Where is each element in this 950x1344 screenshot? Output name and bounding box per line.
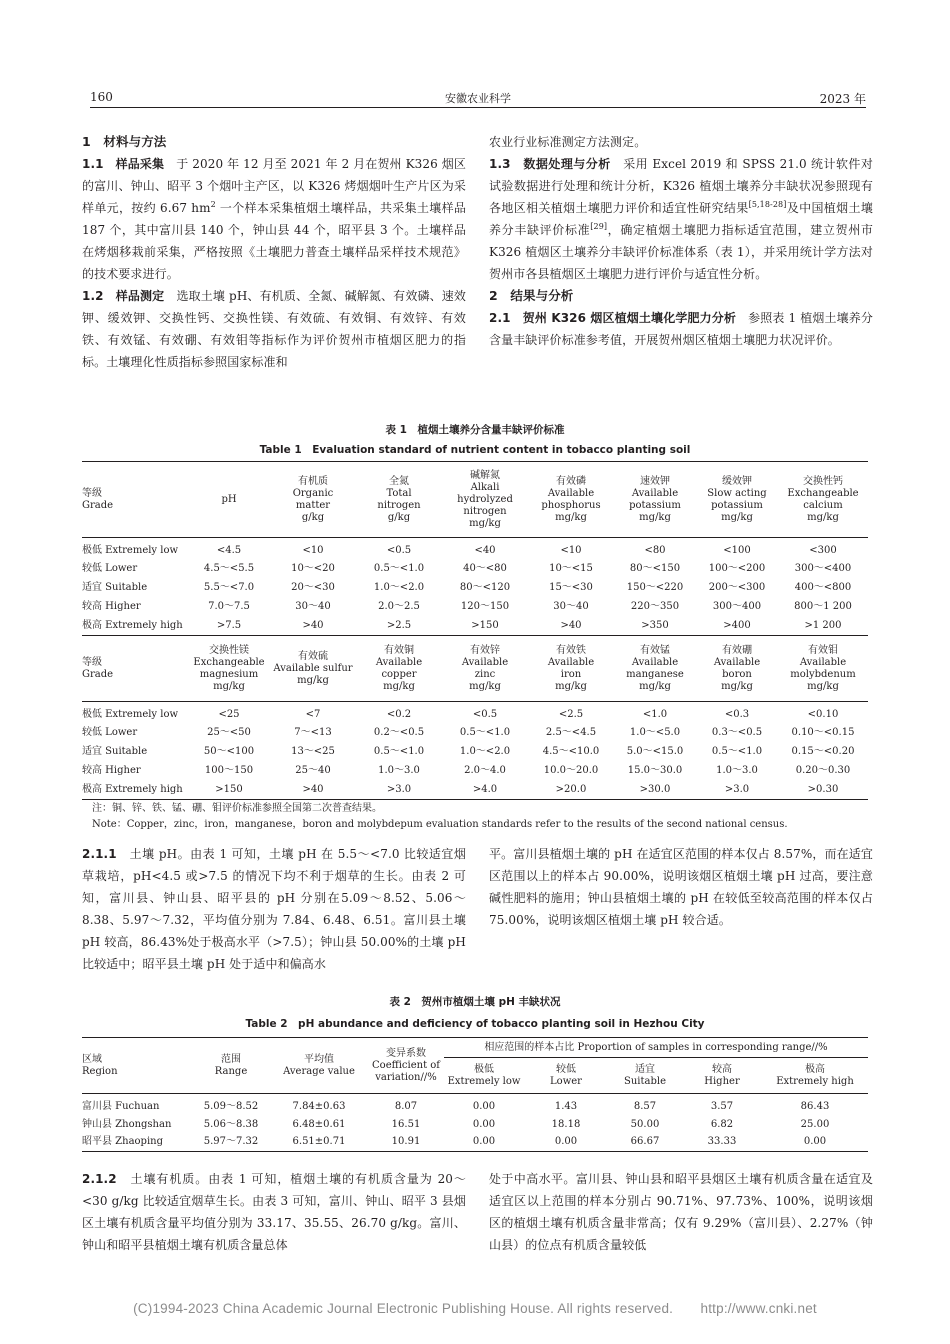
table-cell: 2.0～4.0 bbox=[464, 765, 506, 776]
table-cell: <25 bbox=[218, 708, 240, 720]
table1-header-cell bbox=[442, 462, 528, 538]
table-cell: >20.0 bbox=[528, 781, 614, 800]
table-cell: 5.06～8.38 bbox=[203, 1118, 259, 1130]
table-cell: 20～<30 bbox=[291, 582, 335, 593]
table-cell: <0.2 bbox=[386, 708, 412, 720]
table2-header-line: Range bbox=[214, 1065, 248, 1077]
section-heading-2: 2 结果与分析 bbox=[489, 288, 574, 303]
level-header-cell bbox=[682, 1058, 762, 1094]
table-cell: 0.20～0.30 bbox=[795, 765, 851, 776]
table1-header-line: mg/kg bbox=[807, 511, 839, 523]
table1-header-line: 全氮 bbox=[389, 475, 409, 487]
table1-header-cell bbox=[528, 462, 614, 538]
level-header-line: 极低 bbox=[474, 1063, 494, 1075]
table-cell: >4.0 bbox=[442, 781, 528, 800]
table1-header-line: mg/kg bbox=[555, 511, 587, 523]
grade-label: 极高 Extremely high bbox=[82, 781, 188, 800]
table-cell: 1.0～<5.0 bbox=[629, 727, 681, 738]
table-cell: >2.5 bbox=[356, 617, 442, 636]
table1-header-line: manganese bbox=[626, 668, 684, 680]
table1-header-cell bbox=[188, 462, 270, 538]
table1 bbox=[82, 461, 868, 800]
table1-header-line: zinc bbox=[474, 668, 496, 680]
table-cell: 6.48±0.61 bbox=[292, 1118, 346, 1130]
table1-header-cell bbox=[442, 636, 528, 702]
table-cell: 18.18 bbox=[551, 1118, 581, 1130]
grade-header-line: 等级 bbox=[82, 656, 102, 668]
table-cell: 2.0～2.5 bbox=[378, 601, 420, 612]
table-cell: <0.3 bbox=[724, 708, 750, 720]
table-cell: 5.09～8.52 bbox=[203, 1100, 259, 1112]
table1-header-line: Exchangeable bbox=[193, 656, 265, 668]
level-header-line: 极高 bbox=[805, 1063, 825, 1075]
subheading-1-2: 1.2 样品测定 bbox=[82, 289, 165, 303]
grade-label: 极低 Extremely low bbox=[82, 544, 179, 556]
left-column-bottom bbox=[82, 1168, 466, 1256]
table-row bbox=[82, 1134, 868, 1152]
table1-header-line: Available bbox=[631, 656, 679, 668]
table-cell: 10.0～20.0 bbox=[543, 765, 599, 776]
table2-header-line: variation//% bbox=[375, 1071, 437, 1083]
table1-caption-cn: 表 1 植烟土壤养分含量丰缺评价标准 bbox=[385, 424, 565, 436]
table2 bbox=[82, 1037, 868, 1152]
paragraph-2-1-1-cont: 平。富川县植烟土壤的 pH 在适宜区范围的样本仅占 8.57%，而在适宜区范围以上的样本占 90.00%，说明该烟区植烟土壤 pH 过高，要注意碱性肥料的施用；钟山县植烟土壤的 pH 在较低至较高范围的样本仅占 75.00%，说明该烟区植烟土壤 pH 较合适。 bbox=[489, 847, 873, 927]
table-cell: 0.5～<1.0 bbox=[711, 746, 763, 757]
table-cell: 25～<50 bbox=[207, 727, 251, 738]
table-cell: 4.5～<5.5 bbox=[203, 563, 255, 574]
table-cell: 1.0～<2.0 bbox=[459, 746, 511, 757]
table1-header-line: hydrolyzed bbox=[457, 493, 513, 505]
table-cell: <80 bbox=[644, 544, 666, 556]
grade-label: 较高 Higher bbox=[82, 601, 141, 612]
table-cell: 1.0～3.0 bbox=[378, 765, 420, 776]
table-cell: 1.0～<2.0 bbox=[373, 582, 425, 593]
table2-header-line: 区域 bbox=[82, 1053, 102, 1065]
table-cell: <0.5 bbox=[386, 544, 412, 556]
table1-header-cell bbox=[778, 636, 868, 702]
table1-header-line: Total bbox=[386, 487, 412, 499]
table-cell: 50～<100 bbox=[203, 746, 255, 757]
table-cell: 25～40 bbox=[295, 765, 331, 776]
paragraph-2-1-1: 2.1.1 土壤 pH。由表 1 可知，土壤 pH 在 5.5～<7.0 比较适宜烟草栽培，pH<4.5 或>7.5 的情况下均不利于烟草的生长。由表 2 可知，富川县、钟山县、昭平县的 pH 分别在5.09～8.52、5.06～8.38、5.97～7.32，平均值分别为 7.84、6.48、6.51。富川县土壤 pH 较高，86.43%处于极高水平（>7.5）；钟山县 50.00%的土壤 pH 比较适中；昭平县土壤 pH 处于适中和偏高水 bbox=[82, 847, 466, 971]
grade-header-line: Grade bbox=[82, 499, 114, 511]
table-cell: 86.43 bbox=[800, 1100, 830, 1112]
left-column-top bbox=[82, 131, 466, 373]
table1-header-line: mg/kg bbox=[721, 680, 753, 692]
level-header-cell bbox=[524, 1058, 608, 1094]
subheading-2-1-1: 2.1.1 bbox=[82, 847, 117, 861]
table-row bbox=[82, 724, 868, 743]
table-row bbox=[82, 538, 868, 560]
subheading-2-1: 2.1 贺州 K326 烟区植烟土壤化学肥力分析 bbox=[489, 311, 737, 325]
table-cell: >0.30 bbox=[778, 781, 868, 800]
table-cell: 100～150 bbox=[204, 765, 254, 776]
table-cell: 15～<30 bbox=[549, 582, 593, 593]
table1-note-cn: 注：铜、锌、铁、锰、硼、钼评价标准参照全国第二次普查结果。 bbox=[92, 803, 382, 814]
table1-header-line: Available bbox=[631, 487, 679, 499]
table-row bbox=[82, 702, 868, 724]
table-cell: 7.0～7.5 bbox=[208, 601, 250, 612]
table1-header-line: Available bbox=[547, 656, 595, 668]
table2-header-line: 范围 bbox=[221, 1053, 241, 1065]
table1-header-line: molybdenum bbox=[790, 668, 856, 680]
table1-header-cell bbox=[778, 462, 868, 538]
table-cell: >30.0 bbox=[614, 781, 696, 800]
table1-header-cell bbox=[696, 462, 778, 538]
table-cell: 7～<13 bbox=[294, 727, 332, 738]
table1-header-line: mg/kg bbox=[555, 680, 587, 692]
table-cell: 0.15～<0.20 bbox=[791, 746, 855, 757]
grade-label: 极高 Extremely high bbox=[82, 617, 188, 636]
table-cell: >3.0 bbox=[356, 781, 442, 800]
table-cell: 0.00 bbox=[444, 1134, 524, 1152]
table-cell: 6.82 bbox=[710, 1118, 734, 1130]
running-header bbox=[90, 86, 866, 108]
table-row bbox=[82, 560, 868, 579]
table2-caption-en: Table 2 pH abundance and deficiency of tobacco planting soil in Hezhou City bbox=[245, 1018, 705, 1030]
table-cell: >400 bbox=[696, 617, 778, 636]
table1-header-line: mg/kg bbox=[639, 680, 671, 692]
table2-header-cell bbox=[82, 1038, 192, 1094]
table1-header-line: 有机质 bbox=[298, 475, 328, 487]
table1-header-line: 交换性镁 bbox=[209, 644, 249, 656]
table-row bbox=[82, 579, 868, 598]
table-cell: 80～<120 bbox=[459, 582, 511, 593]
table-cell: <10 bbox=[302, 544, 324, 556]
table-cell: 0.3～<0.5 bbox=[711, 727, 763, 738]
table-cell: 0.00 bbox=[762, 1134, 868, 1152]
table1-header-line: 速效钾 bbox=[640, 475, 670, 487]
table-row bbox=[82, 1094, 868, 1116]
table1-header-line: mg/kg bbox=[383, 680, 415, 692]
table2-header-line: Region bbox=[82, 1065, 118, 1077]
table1-header-line: mg/kg bbox=[469, 680, 501, 692]
table1-header-line: Organic bbox=[292, 487, 334, 499]
copyright-footer: (C)1994-2023 China Academic Journal Electronic Publishing House. All rights reserved. http://www.cnki.net bbox=[133, 1301, 817, 1316]
table1-header-line: magnesium bbox=[199, 668, 259, 680]
table-cell: <1.0 bbox=[642, 708, 668, 720]
header-year: 2023 年 bbox=[819, 92, 866, 106]
table1-header-line: matter bbox=[295, 499, 331, 511]
table1-header-line: mg/kg bbox=[213, 680, 245, 692]
table-cell: >3.0 bbox=[696, 781, 778, 800]
table-cell: 0.2～<0.5 bbox=[373, 727, 425, 738]
table1-header-line: Available bbox=[461, 656, 509, 668]
table2-header-cell bbox=[368, 1038, 444, 1094]
grade-header-line: 等级 bbox=[82, 487, 102, 499]
level-header-cell bbox=[444, 1058, 524, 1094]
table2-header-cell bbox=[192, 1038, 270, 1094]
table-cell: 5.0～<15.0 bbox=[626, 746, 684, 757]
grade-header-cell bbox=[82, 636, 188, 702]
table1-header-line: boron bbox=[722, 668, 752, 680]
table2-header-line: 平均值 bbox=[304, 1053, 334, 1065]
left-column-mid bbox=[82, 843, 466, 975]
table-cell: 300～<400 bbox=[794, 563, 852, 574]
right-column-bottom bbox=[489, 1168, 873, 1256]
table-row bbox=[82, 1116, 868, 1134]
table1-header-line: pH bbox=[221, 493, 237, 505]
table1-header-line: nitrogen bbox=[463, 505, 507, 517]
grade-label: 极低 Extremely low bbox=[82, 708, 179, 720]
subheading-1-3: 1.3 数据处理与分析 bbox=[489, 157, 611, 171]
paragraph-2-1-2: 2.1.2 土壤有机质。由表 1 可知，植烟土壤的有机质含量为 20～<30 g/kg 比较适宜烟草生长。由表 3 可知，富川、钟山、昭平 3 县烟区土壤有机质含量平均值分别为 33.17、35.55、26.70 g/kg。富川、钟山和昭平县植烟土壤有机质含量总体 bbox=[82, 1172, 466, 1252]
table-cell: <2.5 bbox=[558, 708, 584, 720]
table-row bbox=[82, 762, 868, 781]
table1-header-cell bbox=[188, 636, 270, 702]
grade-header-cell bbox=[82, 462, 188, 538]
table-cell: 50.00 bbox=[630, 1118, 660, 1130]
proportion-header: 相应范围的样本占比 Proportion of samples in corresponding range//% bbox=[444, 1038, 868, 1058]
table-row bbox=[82, 617, 868, 636]
table-cell: 0.5～<1.0 bbox=[373, 563, 425, 574]
paragraph-1-1: 1.1 样品采集 于 2020 年 12 月至 2021 年 2 月在贺州 K326 烟区的富川、钟山、昭平 3 个烟叶主产区，以 K326 烤烟烟叶生产片区为采样单元，按约 6.67 $hm^2$ 一个样本采集植烟土壤样品，共采集土壤样品 187 个，其中富川县 140 个，钟山县 44 个，昭平县 3 个。土壤样品在烤烟移栽前采集，严格按照《土壤肥力普查土壤样品采样技术规范》的技术要求进行。 bbox=[82, 157, 466, 281]
table1-header-row-2 bbox=[82, 636, 868, 702]
level-header-line: Extremely high bbox=[776, 1075, 854, 1087]
table2-caption-cn: 表 2 贺州市植烟土壤 pH 丰缺状况 bbox=[389, 996, 561, 1008]
table-cell: >7.5 bbox=[188, 617, 270, 636]
table-cell: <0.10 bbox=[807, 708, 839, 720]
table-cell: 33.33 bbox=[682, 1134, 762, 1152]
table-cell: 0.10～<0.15 bbox=[791, 727, 855, 738]
paragraph-1-2: 1.2 样品测定 选取土壤 pH、有机质、全氮、碱解氮、有效磷、速效钾、缓效钾、交换性钙、交换性镁、有效硫、有效铜、有效锌、有效铁、有效锰、有效硼、有效钼等指标作为评价贺州市植烟区肥力的指标。土壤理化性质指标参照国家标准和 bbox=[82, 289, 467, 369]
table1-header-cell bbox=[356, 462, 442, 538]
table1-header-line: 有效钼 bbox=[808, 644, 838, 656]
table-cell: 0.00 bbox=[472, 1100, 496, 1112]
level-header-line: 适宜 bbox=[635, 1063, 655, 1075]
table-cell: 2.5～<4.5 bbox=[545, 727, 597, 738]
subheading-1-1: 1.1 样品采集 bbox=[82, 157, 165, 171]
table1-header-line: Alkali bbox=[470, 481, 500, 493]
table-cell: 8.57 bbox=[633, 1100, 657, 1112]
table-cell: 15.0～30.0 bbox=[627, 765, 683, 776]
table1-header-line: mg/kg bbox=[469, 517, 501, 529]
table-cell: 3.57 bbox=[710, 1100, 734, 1112]
table1-header-line: Available bbox=[713, 656, 761, 668]
table-cell: 0.00 bbox=[472, 1118, 496, 1130]
level-header-cell bbox=[762, 1058, 868, 1094]
table-cell: 800～1 200 bbox=[794, 601, 852, 612]
table-cell: <40 bbox=[474, 544, 496, 556]
table-row bbox=[82, 743, 868, 762]
table-cell: <0.5 bbox=[472, 708, 498, 720]
table1-header-line: copper bbox=[381, 668, 417, 680]
grade-label: 适宜 Suitable bbox=[82, 582, 148, 593]
table1-header-line: calcium bbox=[803, 499, 843, 511]
table-cell: <300 bbox=[809, 544, 837, 556]
table-cell: <100 bbox=[723, 544, 751, 556]
grade-label: 适宜 Suitable bbox=[82, 746, 148, 757]
table1-header-cell bbox=[614, 462, 696, 538]
table-cell: 100～<200 bbox=[708, 563, 766, 574]
table-cell: 220～350 bbox=[630, 601, 680, 612]
grade-label: 较高 Higher bbox=[82, 765, 141, 776]
paragraph-2-1-2-cont: 处于中高水平。富川县、钟山县和昭平县烟区土壤有机质含量在适宜及适宜区以上范围的样本分别占 90.71%、97.73%、100%，说明该烟区的植烟土壤有机质含量非常高；仅有 9.29%（富川县）、2.27%（钟山县）的位点有机质含量较低 bbox=[489, 1172, 873, 1252]
table-cell: 4.5～<10.0 bbox=[542, 746, 600, 757]
table1-header-line: 有效磷 bbox=[556, 475, 586, 487]
region-label: 昭平县 Zhaoping bbox=[82, 1134, 192, 1152]
table-cell: <10 bbox=[560, 544, 582, 556]
table-cell: 1.43 bbox=[554, 1100, 578, 1112]
paragraph-1-2-cont: 农业行业标准测定方法测定。 bbox=[489, 135, 647, 149]
table1-header-line: potassium bbox=[711, 499, 763, 511]
table2-header-line: 变异系数 bbox=[386, 1047, 426, 1059]
table1-header-line: 有效硼 bbox=[722, 644, 752, 656]
table1-header-line: 缓效钾 bbox=[722, 475, 752, 487]
table-cell: 10～<20 bbox=[291, 563, 335, 574]
journal-name: 安徽农业科学 bbox=[445, 92, 511, 105]
table-cell: >350 bbox=[614, 617, 696, 636]
page-number: 160 bbox=[90, 90, 113, 104]
table-row bbox=[82, 781, 868, 800]
table1-header-line: 有效锌 bbox=[470, 644, 500, 656]
subheading-2-1-2: 2.1.2 bbox=[82, 1172, 117, 1186]
table2-header-line: Average value bbox=[283, 1065, 355, 1077]
table2-header-row-1 bbox=[82, 1038, 868, 1058]
table1-header-line: Available sulfur bbox=[273, 662, 353, 674]
table-cell: 8.07 bbox=[394, 1100, 418, 1112]
table-cell: 40～<80 bbox=[463, 563, 507, 574]
table-cell: 30～40 bbox=[553, 601, 589, 612]
table1-header-line: Available bbox=[547, 487, 595, 499]
table-cell: 120～150 bbox=[460, 601, 510, 612]
level-header-line: 较高 bbox=[712, 1063, 732, 1075]
table-cell: 7.84±0.63 bbox=[292, 1100, 346, 1112]
table-cell: 1.0～3.0 bbox=[716, 765, 758, 776]
table-cell: 25.00 bbox=[800, 1118, 830, 1130]
section-heading-1: 1 材料与方法 bbox=[82, 134, 167, 149]
right-column-mid bbox=[489, 843, 873, 931]
table-cell: >40 bbox=[270, 617, 356, 636]
table1-header-cell bbox=[696, 636, 778, 702]
table1-header-cell bbox=[270, 636, 356, 702]
table1-header-line: mg/kg bbox=[297, 674, 329, 686]
table-cell: 13～<25 bbox=[291, 746, 335, 757]
table-cell: 300～400 bbox=[712, 601, 762, 612]
table-cell: <4.5 bbox=[216, 544, 242, 556]
paragraph-2-1: 2.1 贺州 K326 烟区植烟土壤化学肥力分析 参照表 1 植烟土壤养分含量丰缺评价标准参考值，开展贺州烟区植烟土壤肥力状况评价。 bbox=[489, 311, 873, 347]
table1-header-row-1 bbox=[82, 462, 868, 538]
table1-header-line: iron bbox=[560, 668, 582, 680]
table-cell: >1 200 bbox=[778, 617, 868, 636]
table2-header-cell bbox=[270, 1038, 368, 1094]
table1-header-line: Exchangeable bbox=[787, 487, 859, 499]
table1-header-line: g/kg bbox=[387, 511, 411, 523]
region-label: 富川县 Fuchuan bbox=[82, 1100, 160, 1112]
table1-header-line: potassium bbox=[629, 499, 681, 511]
table-cell: 80～<150 bbox=[629, 563, 681, 574]
level-header-line: Higher bbox=[704, 1075, 740, 1087]
table-cell: 6.51±0.71 bbox=[270, 1134, 368, 1152]
level-header-line: 较低 bbox=[556, 1063, 576, 1075]
table1-header-line: 有效锰 bbox=[640, 644, 670, 656]
table-cell: 0.5～<1.0 bbox=[373, 746, 425, 757]
table-row bbox=[82, 598, 868, 617]
table1-caption-en: Table 1 Evaluation standard of nutrient content in tobacco planting soil bbox=[259, 444, 691, 456]
table-cell: 200～<300 bbox=[708, 582, 766, 593]
table1-header-line: phosphorus bbox=[541, 499, 601, 511]
table1-header-line: 交换性钙 bbox=[803, 475, 843, 487]
table1-header-line: Available bbox=[799, 656, 847, 668]
table-cell: 10～<15 bbox=[549, 563, 593, 574]
table-cell: 10.91 bbox=[368, 1134, 444, 1152]
table1-header-line: Slow acting bbox=[707, 487, 767, 499]
table1-header-line: Available bbox=[375, 656, 423, 668]
table-cell: <7 bbox=[305, 708, 321, 720]
table1-header-line: 碱解氮 bbox=[470, 469, 500, 481]
table-cell: 400～<800 bbox=[794, 582, 852, 593]
table1-header-cell bbox=[356, 636, 442, 702]
table-cell: 30～40 bbox=[295, 601, 331, 612]
level-header-line: Extremely low bbox=[447, 1075, 521, 1087]
table-cell: 0.00 bbox=[524, 1134, 608, 1152]
table2-header-line: Coefficient of bbox=[372, 1059, 440, 1071]
table-cell: 0.5～<1.0 bbox=[459, 727, 511, 738]
table1-header-line: 有效铜 bbox=[384, 644, 414, 656]
table1-header-line: mg/kg bbox=[807, 680, 839, 692]
level-header-cell bbox=[608, 1058, 682, 1094]
grade-label: 较低 Lower bbox=[82, 563, 138, 574]
table-cell: 5.5～<7.0 bbox=[203, 582, 255, 593]
right-column-top bbox=[489, 131, 873, 351]
table1-header-cell bbox=[614, 636, 696, 702]
paragraph-1-3: 1.3 数据处理与分析 采用 Excel 2019 和 SPSS 21.0 统计软件对试验数据进行处理和统计分析，K326 植烟土壤养分丰缺状况参照现有各地区相关植烟土壤肥力评价和适宜性研究结果[5,18-28]及中国植烟土壤养分丰缺评价标准[29]，确定植烟土壤肥力指标适宜范围，建立贺州市 K326 植烟区土壤养分丰缺评价标准体系（表 1），并采用统计学方法对贺州市各县植烟区土壤肥力进行评价与适宜性分析。 bbox=[489, 157, 874, 281]
table1-header-line: 有效硫 bbox=[298, 650, 328, 662]
table1-header-cell bbox=[528, 636, 614, 702]
table-cell: >150 bbox=[442, 617, 528, 636]
table1-header-line: g/kg bbox=[301, 511, 325, 523]
region-label: 钟山县 Zhongshan bbox=[82, 1118, 172, 1130]
grade-header-line: Grade bbox=[82, 668, 114, 680]
table1-header-line: nitrogen bbox=[377, 499, 421, 511]
table-cell: 150～<220 bbox=[626, 582, 684, 593]
table-cell: >40 bbox=[528, 617, 614, 636]
table-cell: >150 bbox=[188, 781, 270, 800]
table1-header-line: mg/kg bbox=[639, 511, 671, 523]
level-header-line: Lower bbox=[550, 1075, 582, 1087]
table-cell: 5.97～7.32 bbox=[192, 1134, 270, 1152]
table1-header-cell bbox=[270, 462, 356, 538]
table-cell: 16.51 bbox=[391, 1118, 421, 1130]
table1-header-line: mg/kg bbox=[721, 511, 753, 523]
table1-note-en: Note：Copper，zinc，iron，manganese，boron and molybdepum evaluation standards refer to the results of the second national census. bbox=[92, 819, 788, 830]
table1-header-line: 有效铁 bbox=[556, 644, 586, 656]
level-header-line: Suitable bbox=[624, 1075, 666, 1087]
table-cell: >40 bbox=[270, 781, 356, 800]
grade-label: 较低 Lower bbox=[82, 727, 138, 738]
table-cell: 66.67 bbox=[608, 1134, 682, 1152]
